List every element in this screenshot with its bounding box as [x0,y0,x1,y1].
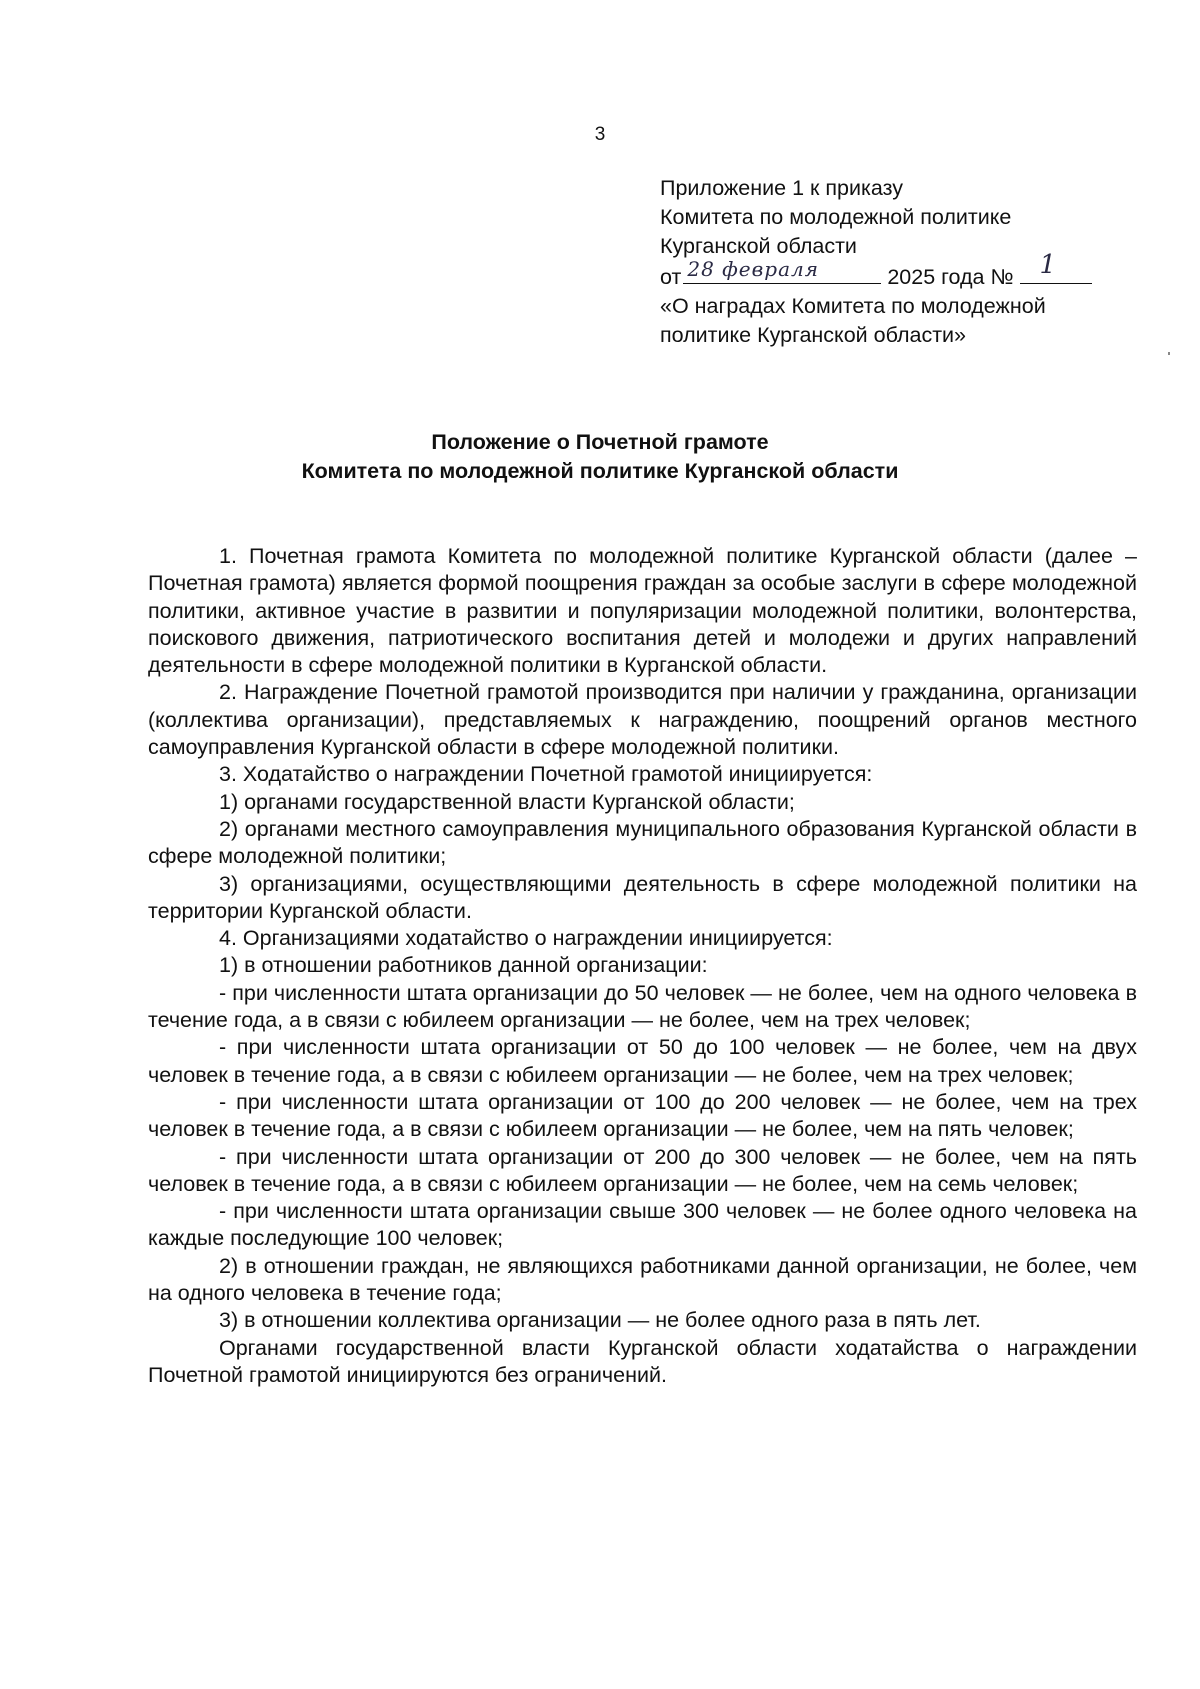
paragraph: - при численности штата организации свыше 300 человек — не более одного человека на каждые последующие 100 человек; [148,1199,1137,1251]
paragraph: - при численности штата организации от 100 до 200 человек — не более, чем на трех человек в течение года, а в связи с юбилеем организации — не более, чем на пять человек; [148,1089,1137,1142]
appendix-header [660,174,1140,350]
date-prefix: от [660,265,682,289]
handwritten-date: 28 февраля [687,257,819,281]
paragraph: 1. Почетная грамота Комитета по молодежной политике Курганской области (далее – Почетная грамота) является формой поощрения граждан за особые заслуги в сфере молодежной политики, активное участие в развитии и популяризации молодежной политики, волонтерства, поискового движения, патриотического воспитания детей и молодежи и других направлений деятельности в сфере молодежной политики в Курганской области. [148,544,1137,678]
paragraph: - при численности штата организации от 200 до 300 человек — не более, чем на пять человек в течение года, а в связи с юбилеем организации — не более, чем на семь человек; [148,1144,1137,1196]
date-blank [683,257,881,284]
paragraph: 3) в отношении коллектива организации — не более одного раза в пять лет. [219,1308,981,1333]
paragraph: - при численности штата организации до 50 человек — не более, чем на одного человека в течение года, а в связи с юбилеем организации — не более, чем на трех человек; [148,980,1137,1033]
appendix-line-3: Курганской области [660,234,857,258]
paragraph: - при численности штата организации от 50 до 100 человек — не более, чем на двух человек в течение года, а в связи с юбилеем организации — не более, чем на трех человек; [148,1035,1137,1087]
year-number-label: 2025 года № [887,265,1014,289]
document-title [0,428,1200,486]
handwritten-number: 1 [1039,250,1057,280]
appendix-line-2: Комитета по молодежной политике [660,205,1012,229]
appendix-line-6: политике Курганской области» [660,323,967,347]
paragraph: 3. Ходатайство о награждении Почетной грамотой инициируется: [219,762,873,787]
title-line-1: Положение о Почетной грамоте [431,430,769,454]
scan-artifact [1168,352,1170,355]
paragraph: 2) органами местного самоуправления муниципального образования Курганской области в сфере молодежной политики; [148,816,1137,869]
appendix-line-5: «О наградах Комитета по молодежной [660,294,1046,318]
paragraph: Органами государственной власти Курганской области ходатайства о награждении Почетной грамотой инициируются без ограничений. [148,1335,1137,1387]
number-blank [1020,250,1092,284]
paragraph: 1) в отношении работников данной организации: [219,953,708,978]
paragraph: 4. Организациями ходатайство о награждении инициируется: [219,926,833,951]
paragraph: 3) организациями, осуществляющими деятельность в сфере молодежной политики на территории Курганской области. [148,871,1137,923]
paragraph: 2. Награждение Почетной грамотой производится при наличии у гражданина, организации (коллектива организации), представляемых к награждению, поощрений органов местного самоуправления Курганской области в сфере молодежной политики. [148,680,1137,760]
appendix-line-1: Приложение 1 к приказу [660,176,903,200]
paragraph: 2) в отношении граждан, не являющихся работниками данной организации, не более, чем на одного человека в течение года; [148,1253,1137,1306]
title-line-2: Комитета по молодежной политике Курганской области [301,459,899,483]
appendix-date-line [660,250,1140,292]
paragraph: 1) органами государственной власти Курганской области; [219,789,795,814]
document-body [148,543,1137,1389]
page-number: 3 [594,124,606,145]
